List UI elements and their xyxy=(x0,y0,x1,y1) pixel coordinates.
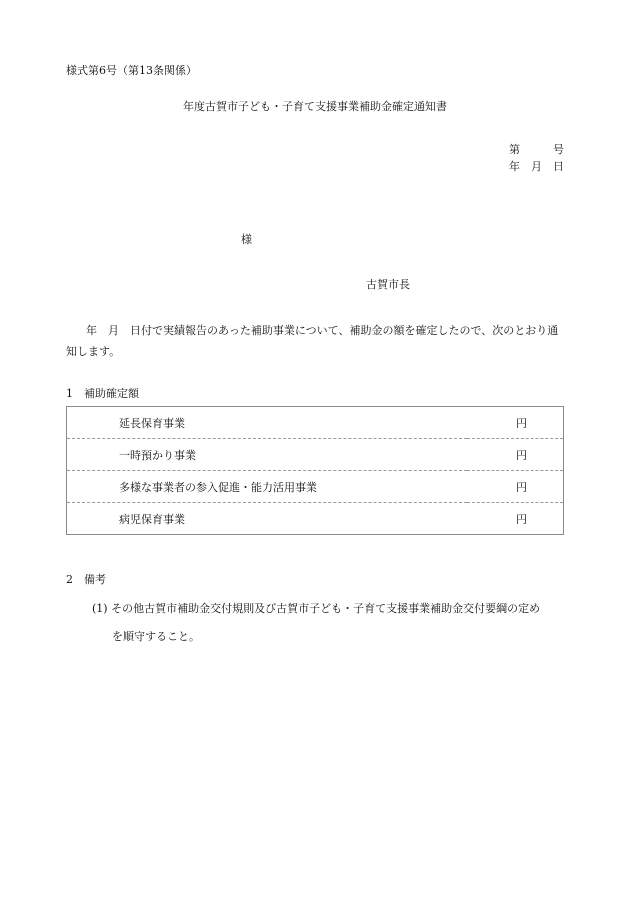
amount-unit: 円 xyxy=(467,439,564,471)
body-paragraph: 年 月 日付で実績報告のあった補助事業について、補助金の額を確定したので、次のとおり通知します。 xyxy=(66,324,559,358)
note-text-line2: を順守すること。 xyxy=(112,630,200,643)
amount-unit: 円 xyxy=(467,471,564,503)
project-name: 延長保育事業 xyxy=(67,407,468,439)
amount-unit: 円 xyxy=(467,503,564,535)
issuer: 古賀市長 xyxy=(366,278,410,291)
table-row xyxy=(67,407,564,439)
section-2-heading: 2 備考 xyxy=(66,573,106,586)
table-row xyxy=(67,471,564,503)
reference-number: 第 号 xyxy=(509,143,564,156)
issue-date: 年 月 日 xyxy=(509,160,564,173)
note-label: (1) xyxy=(92,602,108,615)
addressee-honorific: 様 xyxy=(241,233,252,246)
project-name: 一時預かり事業 xyxy=(67,439,468,471)
document-title: 年度古賀市子ども・子育て支援事業補助金確定通知書 xyxy=(183,100,447,113)
amount-unit: 円 xyxy=(467,407,564,439)
section-1-heading: 1 補助確定額 xyxy=(66,387,139,400)
amount-table xyxy=(66,406,564,535)
form-number: 様式第6号（第13条関係） xyxy=(66,64,197,77)
table-row xyxy=(67,439,564,471)
project-name: 病児保育事業 xyxy=(67,503,468,535)
note-text-line1: その他古賀市補助金交付規則及び古賀市子ども・子育て支援事業補助金交付要綱の定め xyxy=(111,602,541,615)
note-item-1 xyxy=(92,600,540,616)
project-name: 多様な事業者の参入促進・能力活用事業 xyxy=(67,471,468,503)
table-row xyxy=(67,503,564,535)
